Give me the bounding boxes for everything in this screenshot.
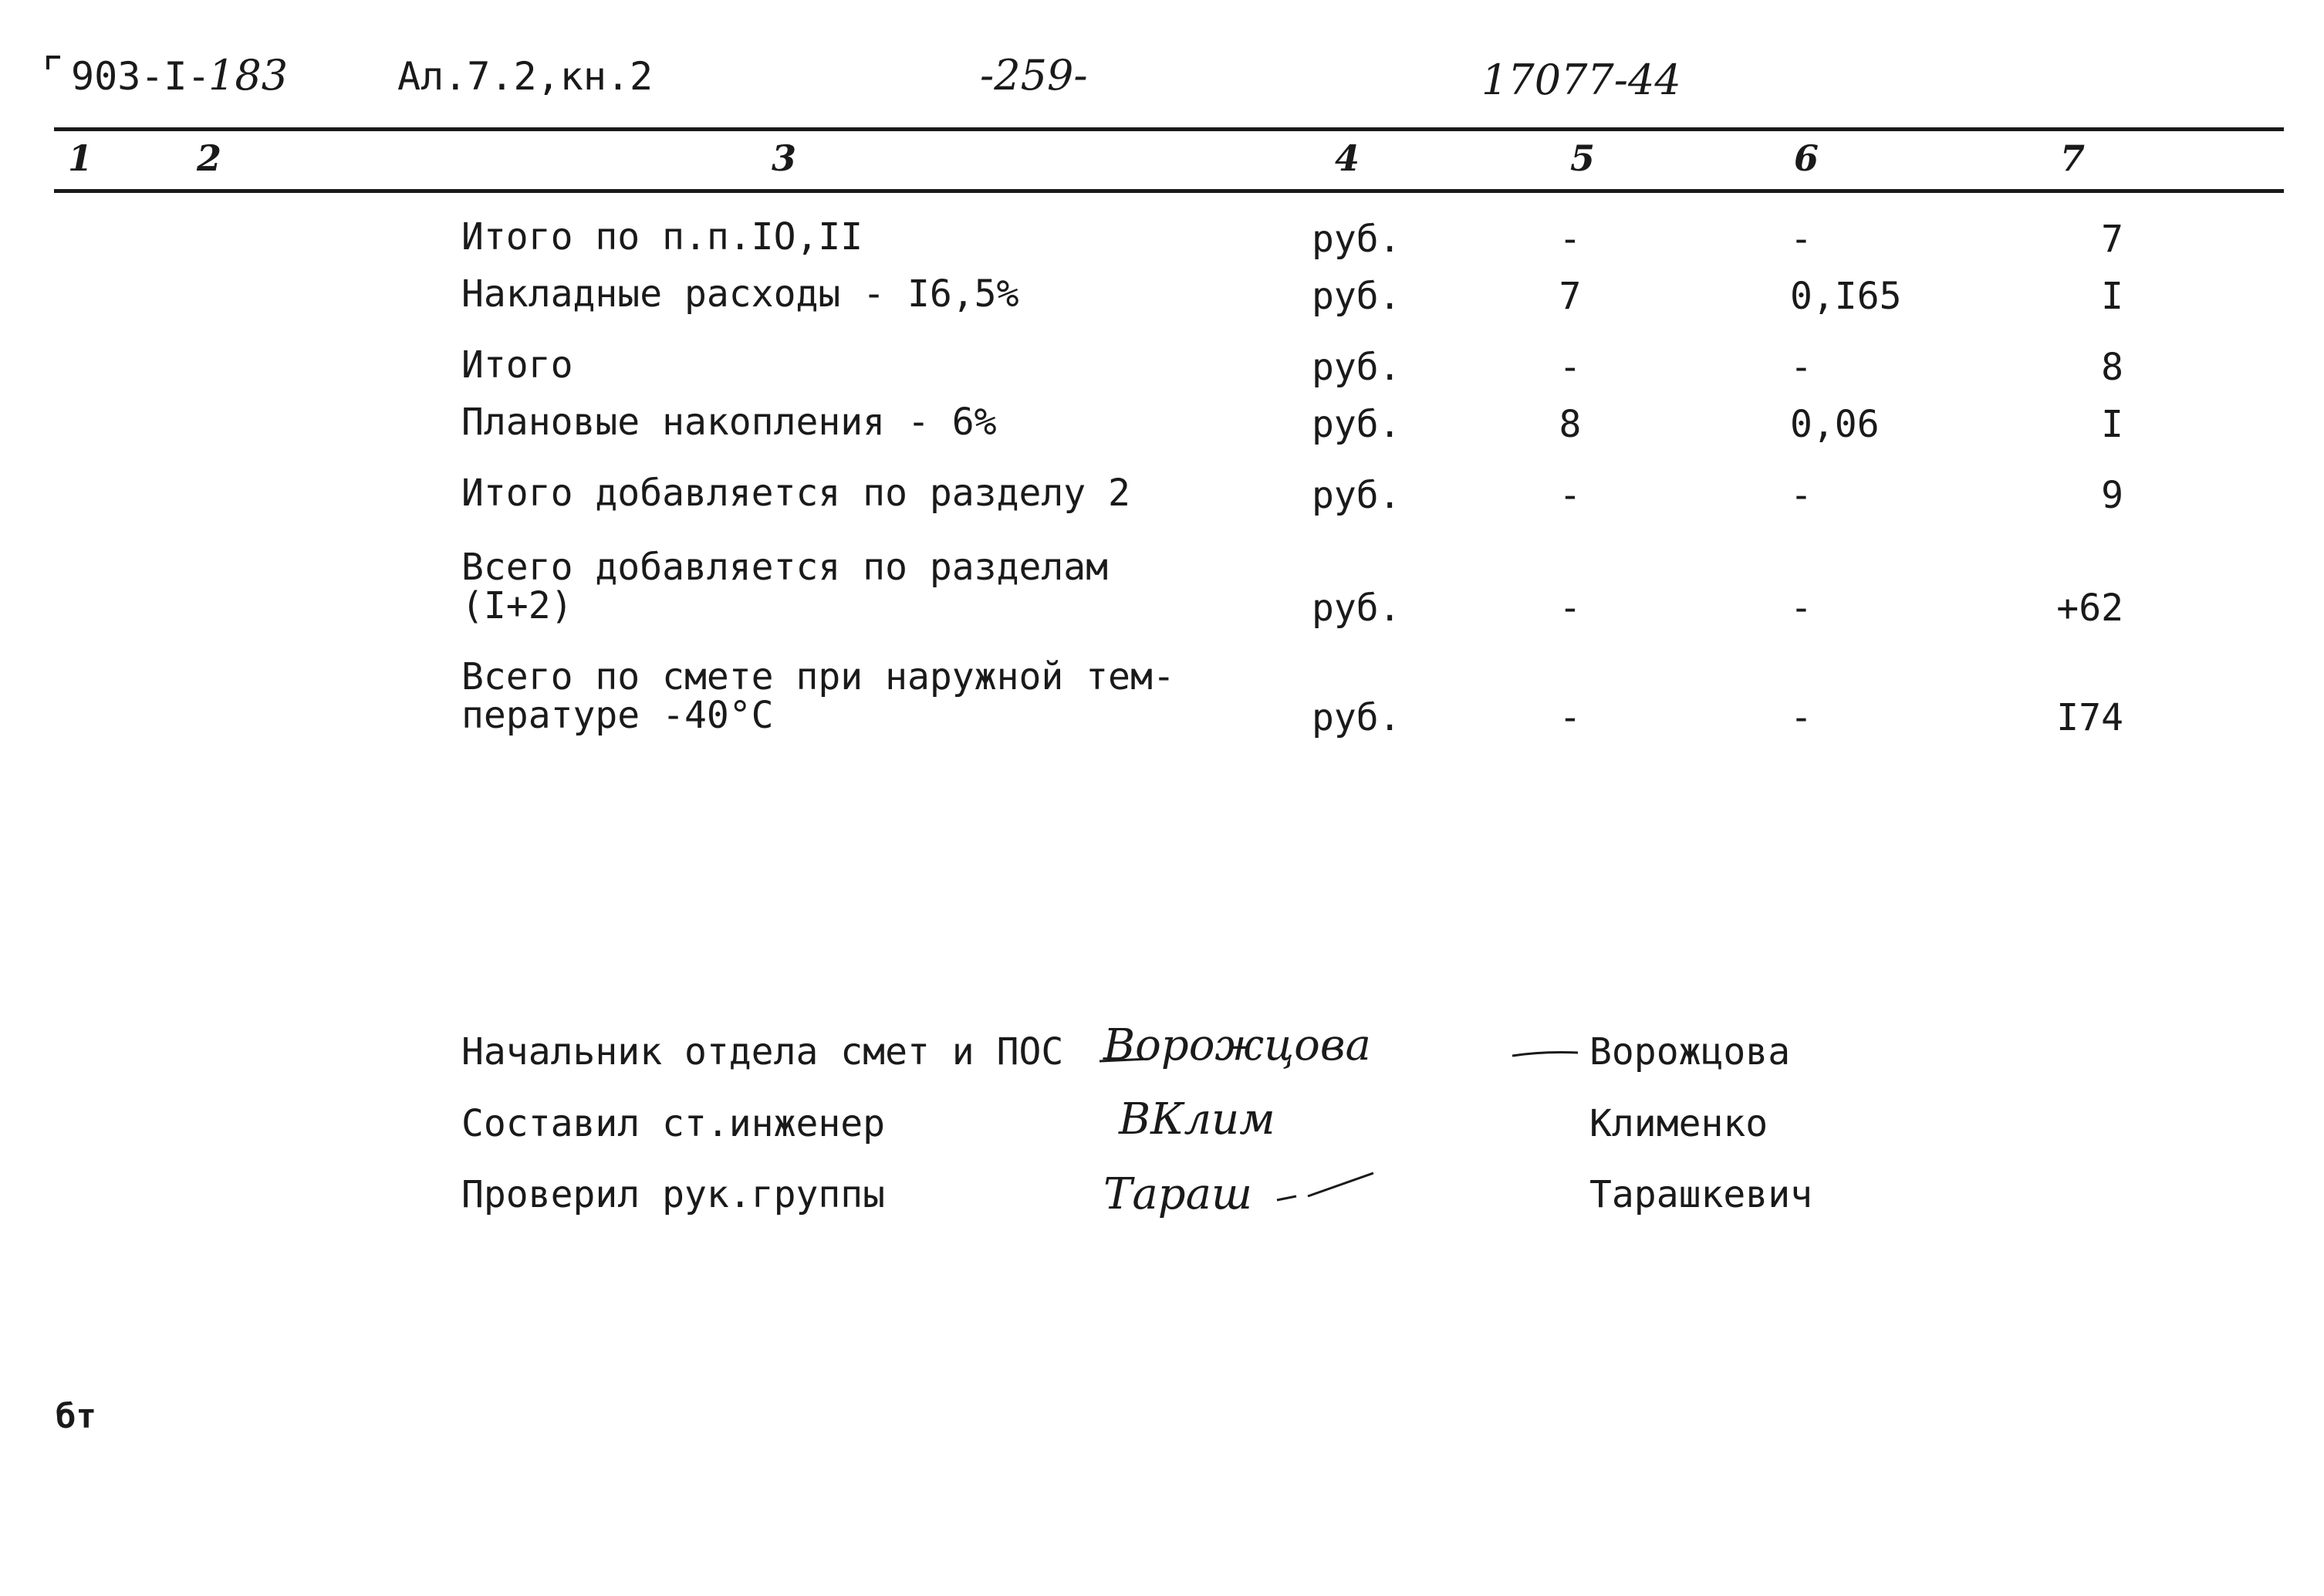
- row-description: Всего добавляется по разделам (I+2): [461, 546, 1109, 627]
- row-unit: руб.: [1312, 275, 1401, 318]
- signatory-position: Составил ст.инженер: [461, 1102, 886, 1145]
- row-base: -: [1559, 474, 1582, 517]
- signature-handwritten: Ворожцова: [1103, 1020, 1371, 1070]
- row-base: -: [1559, 218, 1582, 261]
- row-unit: руб.: [1312, 218, 1401, 261]
- album-reference: Ал.7.2,кн.2: [397, 54, 654, 99]
- column-header-7: 7: [2060, 137, 2086, 179]
- signatory-name: Ворожцова: [1589, 1030, 1791, 1074]
- row-description: Итого: [461, 343, 573, 387]
- row-unit: руб.: [1312, 346, 1401, 389]
- row-rate: -: [1790, 696, 1812, 739]
- row-rate: 0,06: [1790, 403, 1880, 446]
- row-rate: -: [1790, 346, 1812, 389]
- page-number: -259-: [980, 51, 1088, 100]
- row-amount: +62: [2056, 587, 2123, 630]
- row-rate: 0,I65: [1790, 275, 1902, 318]
- row-amount: I: [2101, 403, 2123, 446]
- signatory-name: Клименко: [1589, 1102, 1768, 1145]
- row-rate: -: [1790, 587, 1812, 630]
- column-header-3: 3: [772, 137, 797, 179]
- row-rate: -: [1790, 218, 1812, 261]
- document-code: 903-I-: [71, 54, 211, 99]
- signatory-name: Тарашкевич: [1589, 1173, 1812, 1216]
- signature-flourish: [1273, 1165, 1381, 1212]
- signatory-position: Начальник отдела смет и ПОС: [461, 1030, 1064, 1074]
- row-amount: 9: [2101, 474, 2123, 517]
- signatory-position: Проверил рук.группы: [461, 1173, 886, 1216]
- row-unit: руб.: [1312, 403, 1401, 446]
- corner-mark: [46, 56, 60, 69]
- row-description: Итого добавляется по разделу 2: [461, 472, 1130, 515]
- table-header-rule: [54, 189, 2284, 193]
- row-base: 7: [1559, 275, 1582, 318]
- column-header-1: 1: [68, 137, 93, 179]
- row-description: Всего по смете при наружной тем- пературе -40°C: [461, 655, 1175, 737]
- column-header-6: 6: [1794, 137, 1819, 179]
- document-number: 17077-44: [1481, 56, 1681, 104]
- column-header-5: 5: [1570, 137, 1596, 179]
- row-amount: I: [2101, 275, 2123, 318]
- row-description: Итого по п.п.IO,II: [461, 215, 863, 259]
- row-amount: 7: [2101, 218, 2123, 261]
- row-amount: I74: [2056, 696, 2123, 739]
- column-header-4: 4: [1335, 137, 1360, 179]
- row-unit: руб.: [1312, 696, 1401, 739]
- row-rate: -: [1790, 474, 1812, 517]
- signature-flourish: [1096, 1042, 1582, 1073]
- signature-handwritten: ВКлим: [1119, 1094, 1275, 1145]
- row-unit: руб.: [1312, 474, 1401, 517]
- row-base: -: [1559, 346, 1582, 389]
- footer-mark: бт: [56, 1397, 96, 1436]
- column-header-2: 2: [197, 137, 222, 179]
- row-unit: руб.: [1312, 587, 1401, 630]
- row-base: -: [1559, 696, 1582, 739]
- row-description: Плановые накопления - 6%: [461, 401, 997, 444]
- row-description: Накладные расходы - I6,5%: [461, 272, 1019, 316]
- row-amount: 8: [2101, 346, 2123, 389]
- row-base: -: [1559, 587, 1582, 630]
- row-base: 8: [1559, 403, 1582, 446]
- table-top-rule: [54, 127, 2284, 131]
- document-code-handwritten: 183: [208, 51, 289, 100]
- signature-handwritten: Тараш: [1103, 1169, 1253, 1219]
